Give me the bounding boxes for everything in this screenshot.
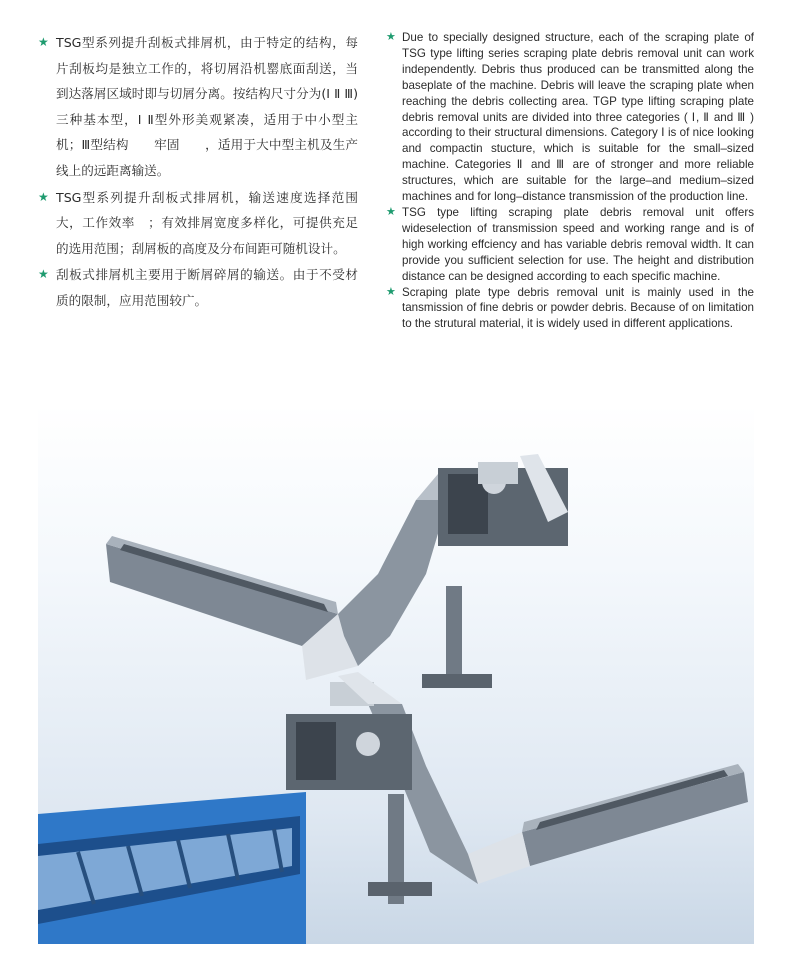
cn-paragraph-1 bbox=[38, 30, 358, 184]
upper-conveyor bbox=[106, 454, 568, 688]
cn-paragraph-2-text: TSG型系列提升刮板式排屑机，输送速度选择范围大，工作效率 ；有效排屑宽度多样化，可提供充足的选用范围；刮屑板的高度及分布间距可随机设计。 bbox=[56, 189, 358, 256]
star-icon: ★ bbox=[386, 285, 396, 298]
en-paragraph-1-text: Due to specially designed structure, each of the scraping plate of TSG type lifting series scraping plate debris removal unit can work independently. Debris thus produced can be transmitted along the baseplate of the machine. Debris will leave the scraping plate when reaching the debris collecting area. TGP type lifting scraping plate debris removal units are divided into three categories ( Ⅰ, Ⅱ and Ⅲ ) according to their structural dimensions. Category Ⅰ is of nice looking and compactin stucture, which is suitable for the small–sized machine. Categories Ⅱ and Ⅲ are of stronger and more reliable structures, which are suitable for the large–and medium–sized machines and for long–distance transmission of the production line. bbox=[402, 31, 754, 204]
star-icon: ★ bbox=[386, 31, 396, 43]
conveyor-product-photo bbox=[38, 404, 754, 944]
en-paragraph-2-text: TSG type lifting scraping plate debris removal unit offers wideselection of transmission speed and working range and is of high working effciency and has variable debris removal width. It can provide you sufficient selection for use. The height and distribution distance can be designed according to each specific machine. bbox=[402, 205, 754, 283]
star-icon: ★ bbox=[38, 189, 49, 204]
lower-conveyor bbox=[286, 672, 748, 904]
cn-paragraph-3 bbox=[38, 262, 358, 313]
en-paragraph-2 bbox=[386, 205, 754, 285]
cn-paragraph-3-text: 刮板式排屑机主要用于断屑碎屑的输送。由于不受材质的限制，应用范围较广。 bbox=[56, 267, 358, 308]
blue-conveyor-inset bbox=[38, 792, 306, 944]
en-paragraph-1 bbox=[386, 30, 754, 205]
cn-paragraph-1-text: TSG型系列提升刮板式排屑机，由于特定的结构，每片刮板均是独立工作的，将切屑沿机罂底面刮送，当到达落屑区域时即与切屑分离。按结构尺寸分为(Ⅰ Ⅱ Ⅲ)三种基本型，Ⅰ Ⅱ型外形美观紧凑，适用于中小型主机；Ⅲ型结构 牢固 ，适用于大中型主机及生产线上的远距离输送。 bbox=[56, 35, 358, 178]
star-icon: ★ bbox=[38, 35, 49, 49]
en-paragraph-3-text: Scraping plate type debris removal unit is mainly used in the tansmission of fine debris or powder debris. Because of on limitation to the strutural material, it is widely used in different applications. bbox=[402, 285, 754, 331]
star-icon: ★ bbox=[386, 205, 396, 218]
en-paragraph-3 bbox=[386, 285, 754, 333]
english-text-column bbox=[386, 30, 754, 332]
chinese-text-column bbox=[38, 30, 358, 315]
cn-paragraph-2 bbox=[38, 185, 358, 262]
star-icon: ★ bbox=[38, 267, 49, 282]
